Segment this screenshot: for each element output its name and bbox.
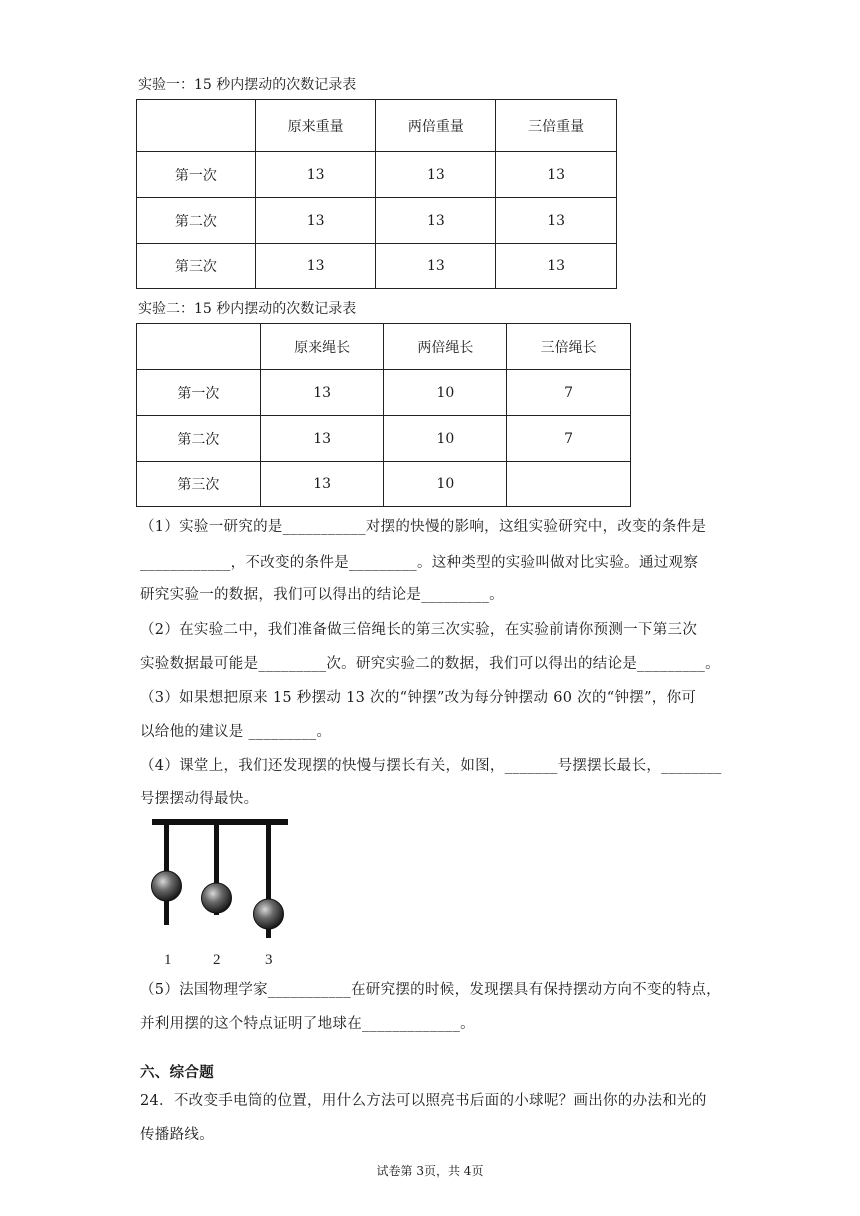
table-header-cell: 两倍重量 (376, 100, 496, 152)
table-cell: 13 (260, 416, 384, 462)
question-3-line-1: （3）如果想把原来 15 秒摆动 13 次的“钟摆”改为每分钟摆动 60 次的“钟摆”，你可 (140, 690, 697, 706)
pendulum-label: 2 (213, 952, 221, 968)
question-4-line-1: （4）课堂上，我们还发现摆的快慢与摆长有关，如图，_______号摆摆长最长，________ (140, 758, 722, 774)
exp2-caption: 实验二：15 秒内摆动的次数记录表 (138, 301, 357, 317)
table-header-cell: 三倍重量 (496, 100, 617, 152)
table-header-row (137, 324, 631, 370)
table-cell: 13 (496, 244, 617, 289)
exp1-caption: 实验一：15 秒内摆动的次数记录表 (138, 77, 357, 93)
table-cell: 第二次 (137, 416, 261, 462)
question-1-line-3: 研究实验一的数据，我们可以得出的结论是_________。 (140, 587, 504, 603)
table-cell: 13 (255, 198, 376, 244)
pendulum-2 (202, 825, 232, 915)
question-2-line-2: 实验数据最可能是_________次。研究实验二的数据，我们可以得出的结论是_________。 (140, 656, 720, 672)
table-cell: 第二次 (137, 198, 256, 244)
question-5-line-2: 并利用摆的这个特点证明了地球在_____________。 (140, 1016, 475, 1032)
section-title: 六、综合题 (140, 1064, 214, 1081)
question-1-line-2: ____________，不改变的条件是_________。这种类型的实验叫做对比实验。通过观察 (140, 555, 699, 571)
table-header-cell: 三倍绳长 (507, 324, 631, 370)
table-header-cell: 原来绳长 (260, 324, 384, 370)
table-cell: 10 (384, 462, 507, 507)
table-row (137, 462, 631, 507)
table-cell: 13 (376, 198, 496, 244)
table-cell (507, 462, 631, 507)
table-row (137, 416, 631, 462)
table-cell: 13 (260, 462, 384, 507)
table-row (137, 152, 617, 198)
table-cell: 13 (260, 370, 384, 416)
table-header-row (137, 100, 617, 152)
page-footer: 试卷第 3页，共 4页 (376, 1164, 484, 1178)
table-cell: 第三次 (137, 462, 261, 507)
table-cell: 第一次 (137, 370, 261, 416)
table-cell: 第三次 (137, 244, 256, 289)
table-header-cell: 两倍绳长 (384, 324, 507, 370)
table-row (137, 244, 617, 289)
pendulum-3 (254, 825, 284, 938)
pendulum-1 (152, 825, 182, 925)
table-row (137, 198, 617, 244)
pendulum-figure (148, 814, 293, 969)
pendulum-support-bar (152, 819, 288, 825)
question-3-line-2: 以给他的建议是 _________。 (140, 724, 332, 740)
table-cell: 13 (376, 244, 496, 289)
table-cell: 13 (255, 152, 376, 198)
question-1-line-1: （1）实验一研究的是___________对摆的快慢的影响，这组实验研究中，改变的条件是 (140, 519, 707, 535)
exp1-table (136, 99, 617, 289)
table-cell: 7 (507, 370, 631, 416)
table-row (137, 370, 631, 416)
question-24-line-2: 传播路线。 (140, 1127, 214, 1143)
table-cell: 10 (384, 370, 507, 416)
table-cell: 13 (496, 198, 617, 244)
exp2-table (136, 323, 631, 507)
table-header-cell: 原来重量 (255, 100, 376, 152)
pendulum-label: 1 (164, 952, 172, 968)
table-header-cell (137, 100, 256, 152)
question-4-line-2: 号摆摆动得最快。 (140, 791, 259, 807)
table-cell: 13 (255, 244, 376, 289)
question-5-line-1: （5）法国物理学家___________在研究摆的时候，发现摆具有保持摆动方向不变的特点， (140, 982, 721, 998)
table-cell: 7 (507, 416, 631, 462)
table-cell: 13 (496, 152, 617, 198)
table-cell: 第一次 (137, 152, 256, 198)
table-cell: 13 (376, 152, 496, 198)
pendulum-label: 3 (265, 952, 273, 968)
question-24-line-1: 24．不改变手电筒的位置，用什么方法可以照亮书后面的小球呢？画出你的办法和光的 (140, 1093, 707, 1109)
table-cell: 10 (384, 416, 507, 462)
table-header-cell (137, 324, 261, 370)
question-2-line-1: （2）在实验二中，我们准备做三倍绳长的第三次实验，在实验前请你预测一下第三次 (140, 622, 698, 638)
